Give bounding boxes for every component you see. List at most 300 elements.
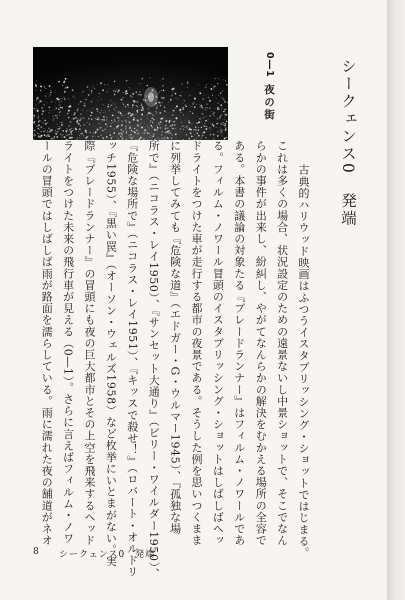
city-light [65, 78, 67, 80]
city-light [104, 129, 105, 130]
city-light [128, 135, 129, 136]
city-light [210, 134, 211, 135]
city-light [129, 127, 131, 129]
city-light [106, 136, 108, 138]
city-light [83, 118, 85, 120]
city-light [219, 108, 220, 109]
city-light [204, 116, 205, 117]
city-light [58, 128, 59, 129]
city-light [88, 118, 89, 119]
city-light [57, 117, 58, 118]
city-light [118, 111, 119, 112]
city-light [55, 130, 56, 131]
city-light [96, 108, 98, 110]
city-light [153, 133, 155, 135]
city-light [34, 108, 35, 109]
city-light [132, 104, 134, 106]
city-light [222, 134, 223, 135]
city-light [102, 130, 103, 131]
city-light [199, 118, 201, 120]
city-light [206, 126, 207, 127]
city-light [58, 81, 60, 83]
city-light [114, 103, 115, 104]
city-light [50, 130, 52, 132]
city-light [132, 131, 133, 132]
city-light [158, 93, 159, 94]
city-light [140, 94, 141, 95]
city-light [80, 117, 82, 119]
city-light [49, 94, 51, 96]
city-light [153, 96, 154, 97]
city-light [33, 118, 34, 119]
city-light [185, 135, 186, 136]
city-light [99, 112, 100, 113]
city-light [222, 109, 223, 110]
city-light [186, 134, 187, 135]
city-light [194, 134, 196, 136]
city-light [61, 101, 62, 102]
city-light [102, 137, 104, 139]
city-light [60, 98, 61, 99]
city-light [40, 131, 42, 133]
city-light [68, 117, 70, 119]
city-light [44, 120, 46, 122]
city-light [172, 134, 173, 135]
city-light [106, 126, 108, 128]
city-light [128, 107, 129, 108]
city-light [34, 100, 35, 101]
city-light [91, 101, 92, 102]
city-light [188, 129, 189, 130]
city-light [138, 121, 139, 122]
city-light [209, 107, 210, 108]
city-light [154, 104, 155, 105]
city-light [39, 135, 40, 136]
city-light [137, 106, 138, 107]
city-light [172, 91, 173, 92]
city-light [221, 108, 222, 109]
city-light [114, 132, 115, 133]
city-light [97, 129, 99, 131]
city-light [80, 125, 81, 126]
city-light [113, 136, 114, 137]
city-light [152, 95, 153, 96]
city-light [45, 124, 46, 125]
city-light [148, 127, 149, 128]
city-light [141, 104, 143, 106]
city-light [94, 126, 95, 127]
city-light [73, 128, 74, 129]
city-light [128, 113, 129, 114]
city-light [127, 93, 128, 94]
city-light [203, 114, 204, 115]
city-light [108, 89, 109, 90]
city-light [53, 118, 54, 119]
city-light [147, 85, 148, 86]
city-light [77, 118, 79, 120]
city-light [45, 130, 46, 131]
city-light [111, 104, 112, 105]
city-light [124, 115, 125, 116]
city-light [101, 127, 102, 128]
city-light [211, 84, 212, 85]
city-light [184, 125, 185, 126]
city-light [173, 110, 175, 112]
city-light [176, 98, 177, 99]
text-column: 古典的ハリウッド映画はふつうイスタブリッシング・ショットではじまる。 [297, 164, 310, 559]
city-light [55, 109, 56, 110]
city-light [103, 119, 105, 121]
city-light [55, 133, 57, 135]
city-light [125, 127, 126, 128]
city-light [186, 126, 188, 128]
city-light [97, 110, 99, 112]
city-light [202, 114, 203, 115]
city-light [131, 130, 132, 131]
page-number: 8 [33, 547, 40, 557]
city-light [37, 110, 39, 112]
city-light [126, 136, 127, 137]
city-light [159, 124, 161, 126]
city-light [42, 118, 43, 119]
city-light [223, 111, 225, 113]
city-light [103, 116, 105, 118]
city-light [141, 109, 143, 111]
city-light [144, 129, 146, 131]
city-light [84, 128, 85, 129]
city-light [146, 96, 147, 97]
city-light [98, 123, 100, 125]
city-light [141, 78, 143, 80]
city-light [157, 125, 158, 126]
city-light [37, 97, 39, 99]
text-column: ライトをつけた未来の飛行車が見える（0―1）。さらに言えばフィルム・ノワ [61, 140, 75, 545]
city-light [37, 117, 39, 119]
city-light [122, 103, 123, 104]
city-light [116, 106, 117, 107]
city-light [162, 85, 164, 87]
city-light [209, 100, 211, 102]
city-light [125, 106, 126, 107]
city-light [141, 114, 143, 116]
city-light [137, 133, 138, 134]
text-column: 『危険な場所で』（ニコラス・レイ1951）、『キッスで殺せ！』（ロバート・オルドリ [125, 140, 139, 578]
facing-page-edge [387, 0, 405, 600]
city-light [123, 92, 124, 93]
city-light [98, 96, 99, 97]
city-light [130, 95, 132, 97]
city-light [184, 105, 185, 106]
city-light [150, 137, 151, 138]
city-light [217, 83, 218, 84]
city-light [109, 130, 110, 131]
city-light [204, 123, 205, 124]
city-light [171, 131, 172, 132]
city-light [139, 91, 141, 93]
city-light [205, 120, 207, 122]
city-light [85, 138, 86, 139]
text-column: ある。本書の議論の対象たる『ブレードランナー』はフィルム・ノワールであ [232, 140, 246, 546]
city-light [61, 136, 62, 137]
city-light [180, 112, 181, 113]
night-city-photo-art [33, 47, 228, 140]
city-light [46, 102, 47, 103]
city-light [129, 137, 130, 138]
city-light [216, 98, 217, 99]
city-light [192, 113, 193, 114]
city-light [164, 106, 166, 108]
city-light [222, 90, 224, 92]
city-light [79, 135, 80, 136]
city-light [93, 85, 94, 86]
city-light [78, 123, 80, 125]
city-light [111, 100, 112, 101]
city-light [159, 91, 160, 92]
city-light [85, 99, 87, 101]
city-light [120, 136, 121, 137]
city-light [97, 117, 99, 119]
city-light [92, 86, 93, 87]
city-light [62, 85, 63, 86]
city-light [92, 108, 93, 109]
city-light [118, 120, 119, 121]
city-light [168, 133, 169, 134]
city-light [126, 114, 127, 115]
city-light [106, 119, 107, 120]
city-light [83, 135, 85, 137]
city-light [187, 83, 188, 84]
city-light [211, 88, 213, 90]
city-light [95, 133, 96, 134]
city-light [130, 134, 132, 136]
city-light [84, 105, 85, 106]
city-light [72, 89, 74, 91]
city-light [68, 110, 70, 112]
city-light [149, 133, 150, 134]
city-light [76, 121, 78, 123]
city-light [152, 135, 154, 137]
city-light [83, 124, 85, 126]
city-light [180, 128, 181, 129]
city-light [223, 125, 224, 126]
city-light [36, 90, 37, 91]
city-light [79, 116, 80, 117]
city-light [90, 101, 91, 102]
city-light [113, 90, 114, 91]
city-light [78, 104, 79, 105]
city-light [47, 134, 49, 136]
city-light [66, 135, 67, 136]
city-light [137, 109, 138, 110]
city-light [40, 85, 42, 87]
city-light [163, 137, 164, 138]
city-light [71, 134, 73, 136]
city-light [162, 118, 163, 119]
city-light [151, 135, 152, 136]
city-light [101, 121, 102, 122]
city-light [58, 128, 59, 129]
city-light [152, 112, 153, 113]
city-light [33, 129, 35, 131]
city-light [90, 115, 91, 116]
city-light [56, 108, 57, 109]
city-light [74, 112, 76, 114]
city-light [129, 87, 130, 88]
city-light [119, 133, 121, 135]
city-light [118, 122, 119, 123]
city-light [147, 132, 148, 133]
city-light [148, 113, 149, 114]
city-light [189, 95, 190, 96]
city-light [137, 124, 139, 126]
city-light [80, 134, 81, 135]
city-light [170, 82, 171, 83]
city-light [225, 129, 227, 131]
city-light [138, 94, 140, 96]
city-light [116, 137, 117, 138]
city-light [213, 125, 215, 127]
city-light [42, 122, 44, 124]
city-light [61, 124, 63, 126]
city-light [60, 128, 61, 129]
city-light [47, 132, 48, 133]
city-light [121, 99, 123, 101]
city-light [66, 131, 67, 132]
city-light [65, 115, 66, 116]
city-light [44, 86, 45, 87]
city-light [128, 112, 129, 113]
city-light [194, 106, 195, 107]
city-light [105, 111, 106, 112]
city-light [48, 128, 50, 130]
city-light [221, 124, 222, 125]
city-light [219, 117, 221, 119]
city-light [47, 93, 48, 94]
city-light [224, 79, 225, 80]
city-light [138, 83, 139, 84]
city-light [55, 115, 56, 116]
city-light [202, 135, 204, 137]
city-light [33, 135, 35, 137]
city-light [59, 104, 61, 106]
city-light [221, 135, 222, 136]
city-light [126, 132, 127, 133]
city-light [183, 103, 184, 104]
city-light [206, 110, 207, 111]
city-light [68, 98, 70, 100]
night-city-photo [33, 47, 228, 140]
city-light [204, 125, 206, 127]
city-light [89, 124, 90, 125]
city-light [111, 102, 112, 103]
city-light [61, 107, 63, 109]
city-light [224, 101, 226, 103]
city-light [220, 134, 221, 135]
city-light [44, 128, 45, 129]
city-light [67, 113, 69, 115]
city-light [195, 129, 197, 131]
city-light [46, 135, 48, 137]
city-light [189, 114, 190, 115]
city-light [108, 122, 109, 123]
city-light [83, 110, 84, 111]
city-light [90, 92, 92, 94]
city-light [152, 114, 153, 115]
city-light [51, 129, 53, 131]
city-light [121, 114, 123, 116]
city-light [110, 125, 112, 127]
city-light [187, 81, 189, 83]
city-light [109, 110, 110, 111]
city-light [36, 126, 37, 127]
city-light [158, 102, 159, 103]
city-light [91, 90, 92, 91]
city-light [45, 95, 47, 97]
city-light [177, 98, 179, 100]
city-light [210, 130, 211, 131]
city-light [97, 100, 98, 101]
city-light [132, 103, 133, 104]
city-light [95, 131, 97, 133]
city-light [172, 115, 173, 116]
city-light [114, 95, 115, 96]
city-light [52, 119, 54, 121]
city-light [156, 112, 158, 114]
city-light [192, 103, 194, 105]
city-light [196, 138, 197, 139]
city-light [195, 132, 196, 133]
city-light [183, 107, 184, 108]
city-light [205, 86, 207, 88]
city-light [191, 123, 192, 124]
city-light [144, 121, 145, 122]
city-light [36, 98, 37, 99]
city-light [88, 94, 90, 96]
city-light [68, 131, 69, 132]
city-light [92, 136, 93, 137]
city-light [80, 110, 81, 111]
city-light [75, 128, 77, 130]
city-light [57, 124, 58, 125]
city-light [125, 128, 126, 129]
city-light [43, 131, 44, 132]
city-light [221, 111, 222, 112]
city-light [133, 119, 135, 121]
city-light [67, 129, 68, 130]
city-light [137, 101, 138, 102]
city-light [170, 132, 172, 134]
city-light [56, 136, 57, 137]
city-light [169, 126, 170, 127]
city-light [212, 111, 213, 112]
city-light [52, 115, 54, 117]
city-light [214, 112, 215, 113]
city-light [35, 85, 37, 87]
city-light [39, 129, 40, 130]
city-light [175, 133, 177, 135]
city-light [195, 123, 196, 124]
city-light [77, 137, 78, 138]
city-light [155, 102, 157, 104]
city-light [36, 105, 37, 106]
city-light [98, 119, 100, 121]
city-light [35, 131, 36, 132]
city-light [128, 117, 129, 118]
city-light [189, 122, 191, 124]
city-light [43, 104, 44, 105]
city-light [226, 121, 227, 122]
city-light [187, 118, 188, 119]
